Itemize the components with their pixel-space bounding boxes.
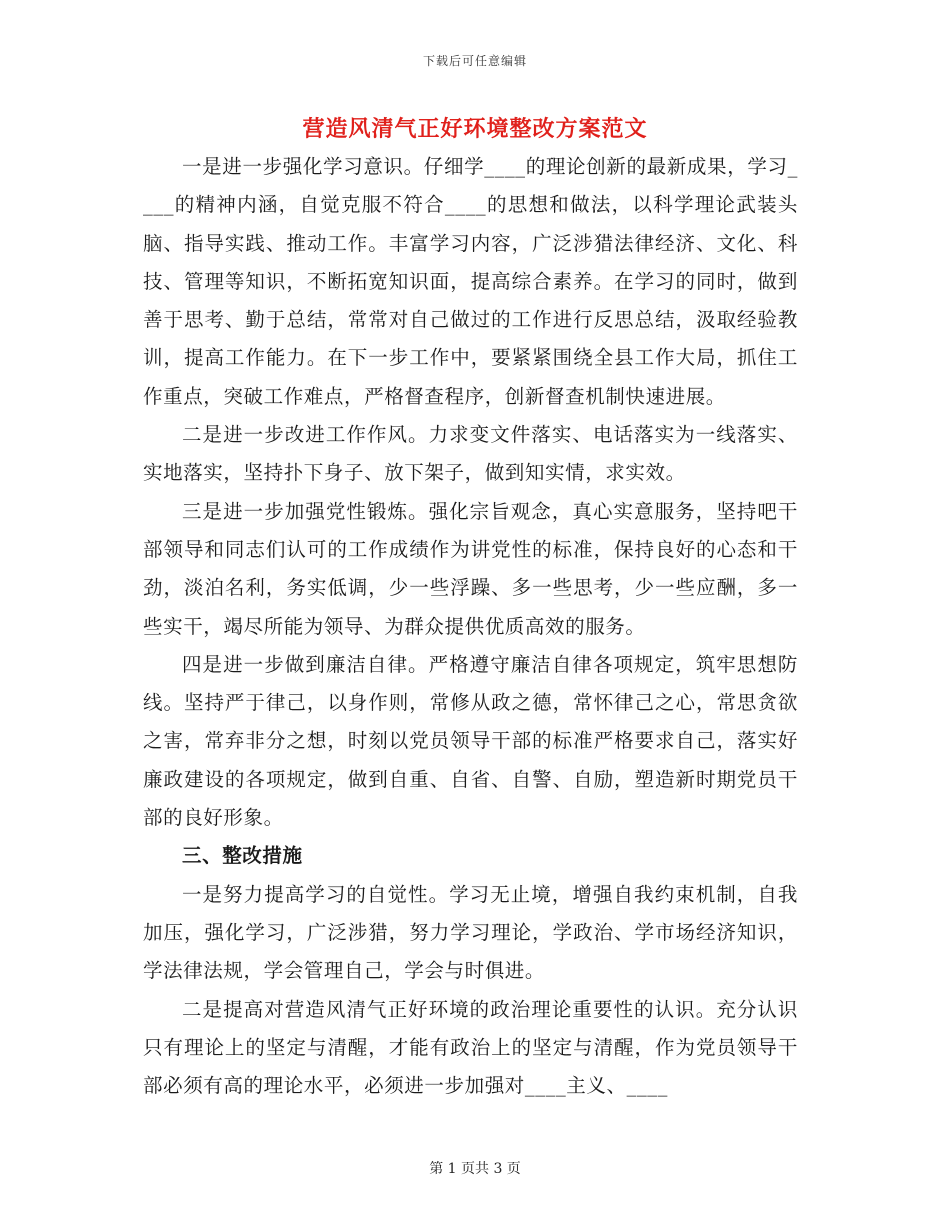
document-body: [143, 148, 798, 1105]
paragraph-study-awareness: 一是进一步强化学习意识。仔细学____的理论创新的最新成果，学习____的精神内涵，自觉克服不符合____的思想和做法，以科学理论武装头脑、指导实践、推动工作。丰富学习内容，广泛涉猎法律经济、文化、科技、管理等知识，不断拓宽知识面，提高综合素养。在学习的同时，做到善于思考、勤于总结，常常对自己做过的工作进行反思总结，汲取经验教训，提高工作能力。在下一步工作中，要紧紧围绕全县工作大局，抓住工作重点，突破工作难点，严格督查程序，创新督查机制快速进展。: [143, 155, 798, 408]
paragraph-learning-consciousness: 一是努力提高学习的自觉性。学习无止境，增强自我约束机制，自我加压，强化学习，广泛涉猎，努力学习理论，学政治、学市场经济知识，学法律法规，学会管理自己，学会与时俱进。: [143, 882, 798, 983]
document-title: 营造风清气正好环境整改方案范文: [302, 116, 648, 142]
paragraph-integrity: 四是进一步做到廉洁自律。严格遵守廉洁自律各项规定，筑牢思想防线。坚持严于律己，以身作则，常修从政之德，常怀律己之心，常思贪欲之害，常弃非分之想，时刻以党员领导干部的标准严格要求自己，落实好廉政建设的各项规定，做到自重、自省、自警、自励，塑造新时期党员干部的良好形象。: [143, 652, 798, 830]
page-footer: 第 1 页共 3 页: [429, 1161, 521, 1177]
paragraph-work-style: 二是进一步改进工作作风。力求变文件落实、电话落实为一线落实、实地落实，坚持扑下身子、放下架子，做到知实情，求实效。: [143, 423, 798, 485]
paragraph-political-theory: 二是提高对营造风清气正好环境的政治理论重要性的认识。充分认识只有理论上的坚定与清醒，才能有政治上的坚定与清醒，作为党员领导干部必须有高的理论水平，必须进一步加强对____主义、____: [143, 997, 798, 1098]
section-heading-rectification-measures: 三、整改措施: [182, 844, 303, 868]
paragraph-party-spirit: 三是进一步加强党性锻炼。强化宗旨观念，真心实意服务，坚持吧干部领导和同志们认可的工作成绩作为讲党性的标准，保持良好的心态和干劲，淡泊名利，务实低调，少一些浮躁、多一些思考，少一些应酬，多一些实干，竭尽所能为领导、为群众提供优质高效的服务。: [143, 499, 798, 638]
page-header: 下载后可任意编辑: [422, 54, 527, 68]
